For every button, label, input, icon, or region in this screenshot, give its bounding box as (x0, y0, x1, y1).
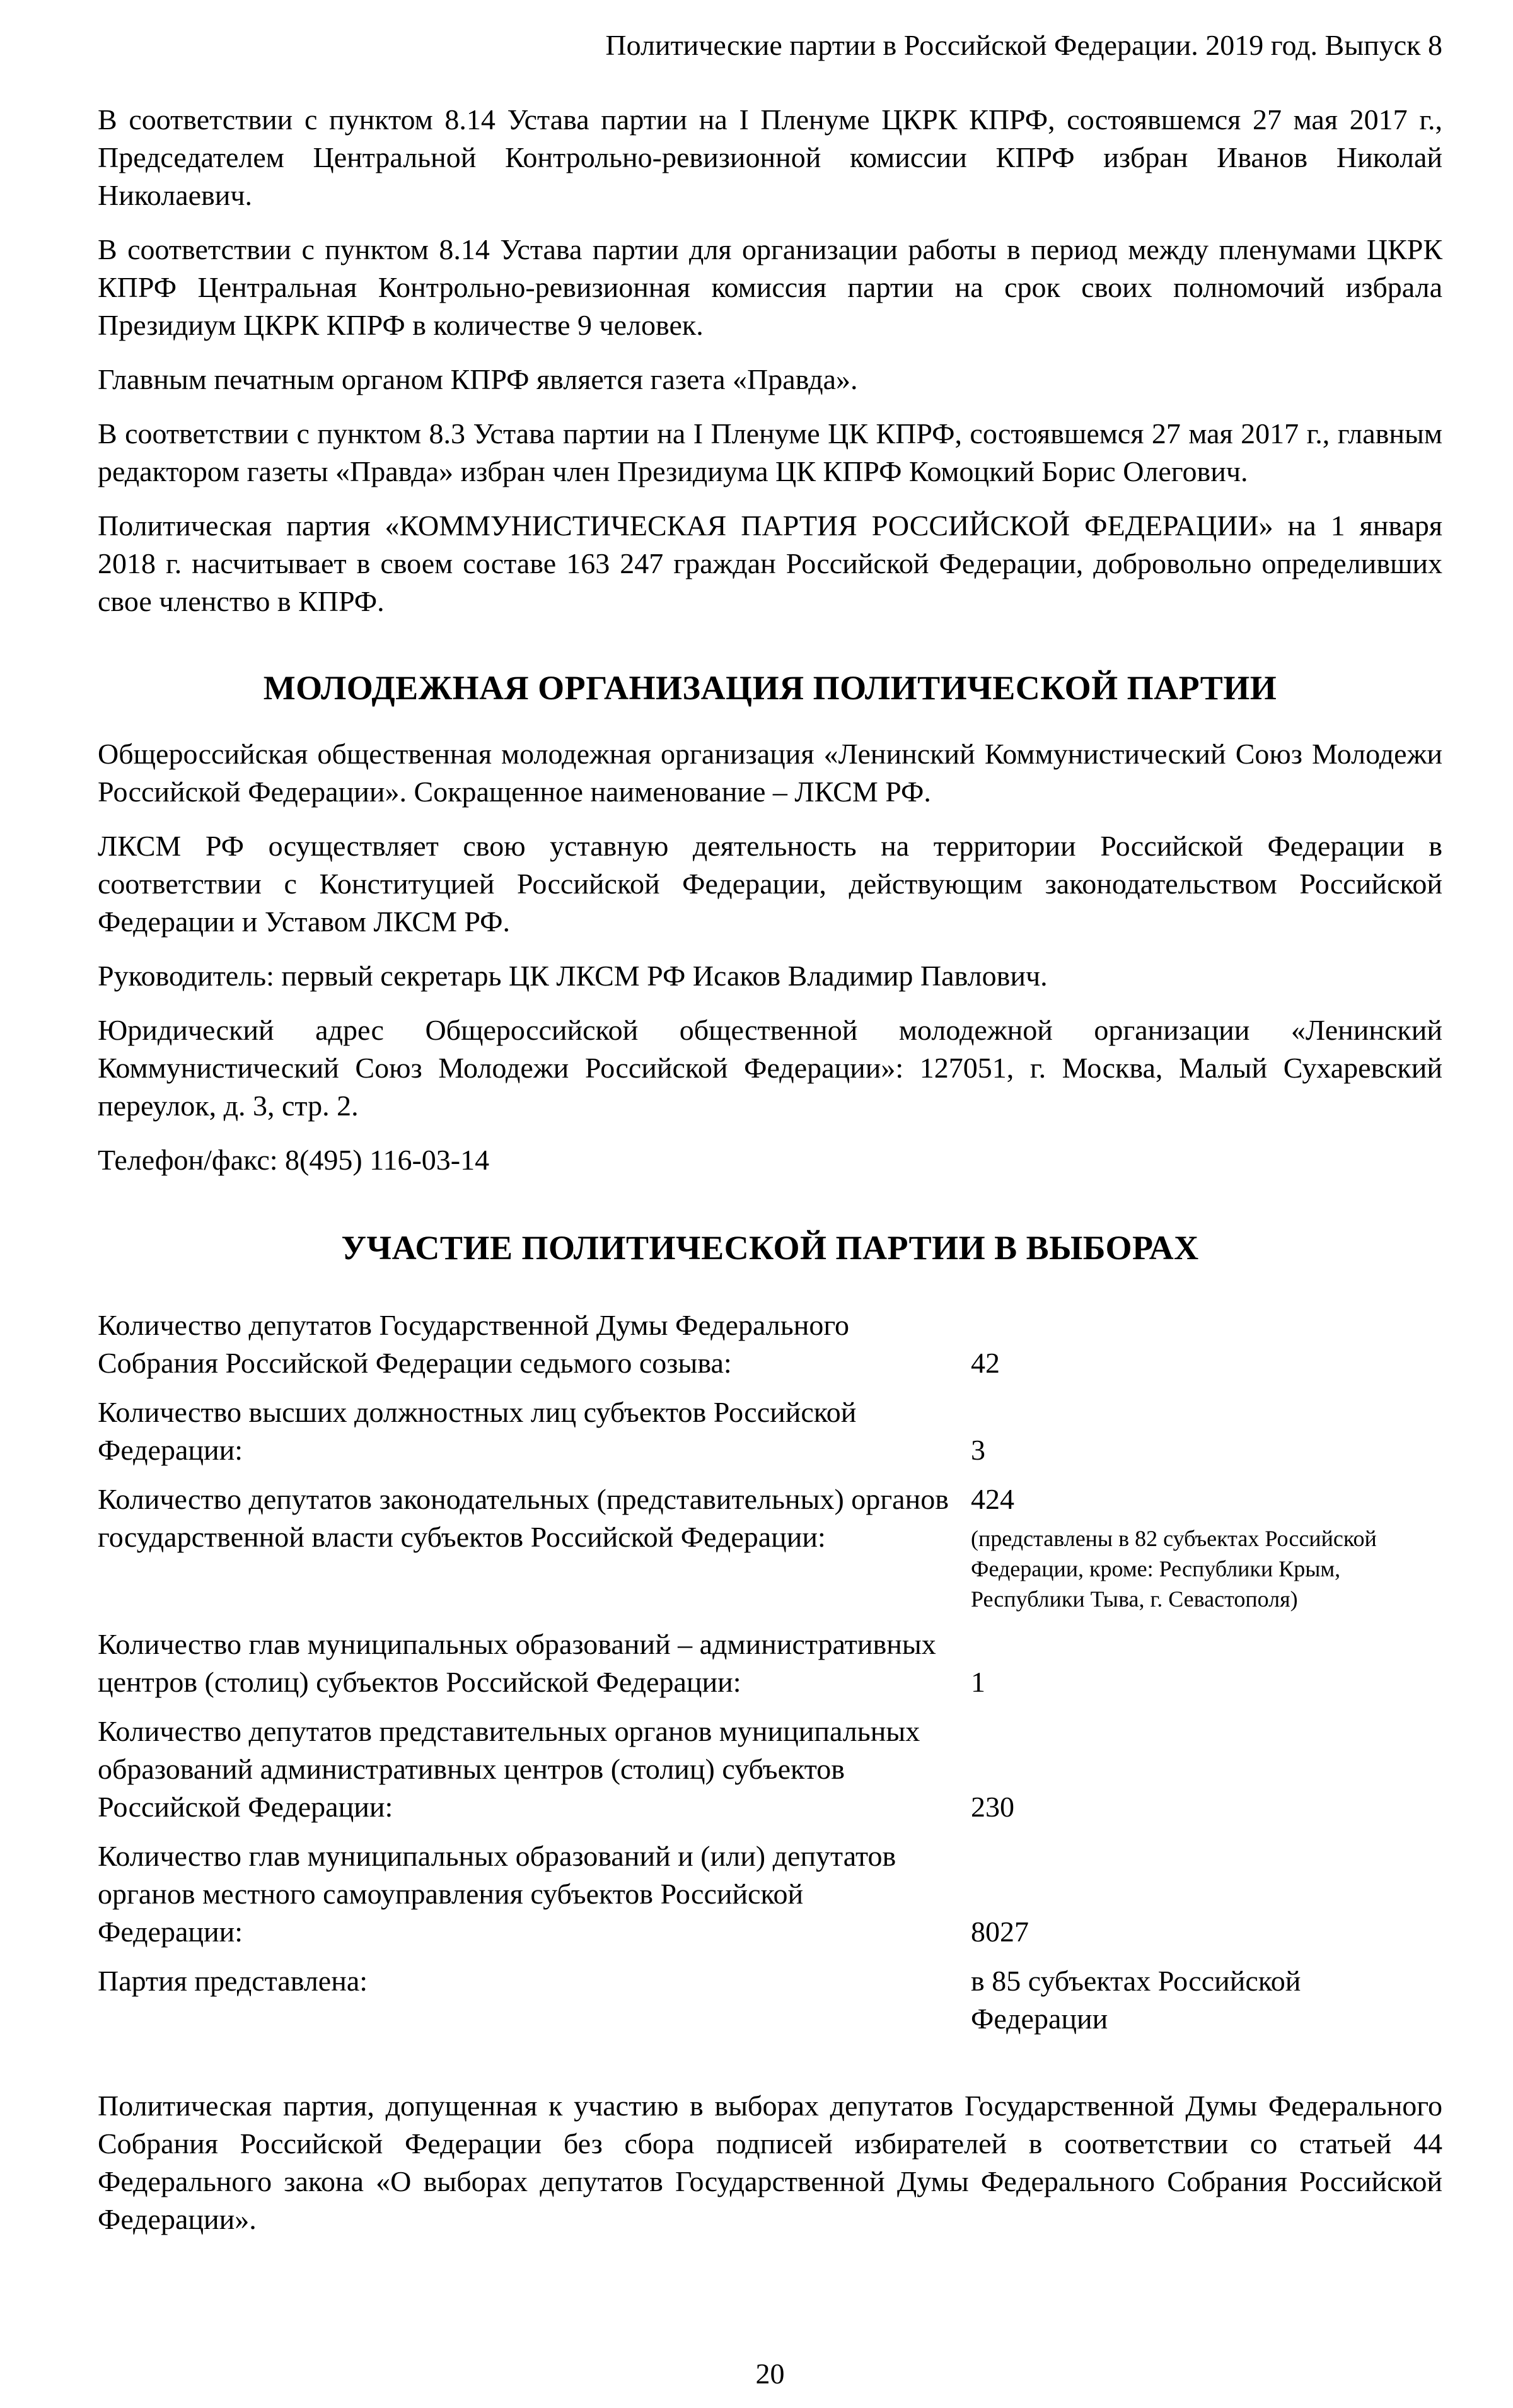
row-value: в 85 субъектах Российской Федерации (971, 1965, 1301, 2035)
table-row-municipal-heads-capitals (98, 1626, 1442, 1701)
row-label: Количество глав муниципальных образований и (или) депутатов органов местного самоуправления субъектов Российской Федерации: (98, 1840, 896, 1948)
row-value: 230 (971, 1791, 1014, 1823)
row-label: Партия представлена: (98, 1965, 368, 1997)
table-row-duma-deputies (98, 1306, 1442, 1382)
row-value: 424 (971, 1483, 1014, 1515)
closing-paragraph: Политическая партия, допущенная к участию в выборах депутатов Государственной Думы Федерального Собрания Российской Федерации без сбора подписей избирателей в соответствии со статьей 44 Федерального закона «О выборах депутатов Государственной Думы Федерального Собрания Российской Федерации». (98, 2090, 1442, 2235)
youth-paragraph-address: Юридический адрес Общероссийской общественной молодежной организации «Ленинский Коммунистический Союз Молодежи Российской Федерации»: 127051, г. Москва, Малый Сухаревский переулок, д. 3, стр. 2. (98, 1014, 1442, 1122)
table-row-municipal-deputies-capitals (98, 1713, 1442, 1826)
table-row-party-representation (98, 1962, 1442, 2038)
intro-paragraph-2: В соответствии с пунктом 8.14 Устава партии для организации работы в период между пленумами ЦКРК КПРФ Центральная Контрольно-ревизионная комиссия партии на срок своих полномочий избрала Президиум ЦКРК КПРФ в количестве 9 человек. (98, 233, 1442, 341)
intro-paragraph-5: Политическая партия «КОММУНИСТИЧЕСКАЯ ПАРТИЯ РОССИЙСКОЙ ФЕДЕРАЦИИ» на 1 января 2018 г. насчитывает в своем составе 163 247 граждан Российской Федерации, добровольно определивших свое членство в КПРФ. (98, 509, 1442, 617)
elections-table (98, 1306, 1442, 2049)
row-note: (представлены в 82 субъектах Российской Федерации, кроме: Республики Крым, Республики Тыва, г. Севастополя) (971, 1526, 1377, 1612)
row-value: 3 (971, 1434, 985, 1466)
youth-paragraph-1: Общероссийская общественная молодежная организация «Ленинский Коммунистический Союз Молодежи Российской Федерации». Сокращенное наименование – ЛКСМ РФ. (98, 738, 1442, 808)
row-label: Количество депутатов Государственной Думы Федерального Собрания Российской Федерации седьмого созыва: (98, 1309, 850, 1379)
row-value: 1 (971, 1666, 985, 1698)
intro-section (98, 101, 1442, 637)
youth-organization-heading: МОЛОДЕЖНАЯ ОРГАНИЗАЦИЯ ПОЛИТИЧЕСКОЙ ПАРТИИ (263, 669, 1277, 707)
table-row-regional-deputies (98, 1480, 1442, 1614)
intro-paragraph-3: Главным печатным органом КПРФ является газета «Правда». (98, 363, 858, 395)
row-label: Количество депутатов законодательных (представительных) органов государственной власти субъектов Российской Федерации: (98, 1483, 949, 1553)
running-header: Политические партии в Российской Федерации. 2019 год. Выпуск 8 (605, 29, 1442, 61)
row-value: 8027 (971, 1916, 1029, 1948)
table-row-top-officials (98, 1393, 1442, 1469)
youth-paragraph-2: ЛКСМ РФ осуществляет свою уставную деятельность на территории Российской Федерации в соответствии с Конституцией Российской Федерации, действующим законодательством Российской Федерации и Уставом ЛКСМ РФ. (98, 830, 1442, 938)
row-label: Количество глав муниципальных образований – административных центров (столиц) субъектов Российской Федерации: (98, 1628, 936, 1698)
intro-paragraph-4: В соответствии с пунктом 8.3 Устава партии на I Пленуме ЦК КПРФ, состоявшемся 27 мая 2017 г., главным редактором газеты «Правда» избран член Президиума ЦК КПРФ Комоцкий Борис Олегович. (98, 417, 1442, 487)
elections-heading: УЧАСТИЕ ПОЛИТИЧЕСКОЙ ПАРТИИ В ВЫБОРАХ (341, 1229, 1199, 1267)
table-row-local-self-government (98, 1837, 1442, 1951)
youth-paragraph-phone: Телефон/факс: 8(495) 116-03-14 (98, 1144, 490, 1176)
youth-paragraph-leader: Руководитель: первый секретарь ЦК ЛКСМ РФ Исаков Владимир Павлович. (98, 960, 1048, 992)
row-value: 42 (971, 1347, 1000, 1379)
intro-paragraph-1: В соответствии с пунктом 8.14 Устава партии на I Пленуме ЦКРК КПРФ, состоявшемся 27 мая 2017 г., Председателем Центральной Контрольно-ревизионной комиссии КПРФ избран Иванов Николай Николаевич. (98, 103, 1442, 211)
row-label: Количество высших должностных лиц субъектов Российской Федерации: (98, 1396, 857, 1466)
row-value-with-note (955, 1480, 1442, 1614)
row-label: Количество депутатов представительных органов муниципальных образований административных центров (столиц) субъектов Российской Федерации: (98, 1715, 920, 1823)
page-number: 20 (755, 2358, 785, 2390)
youth-organization-section (98, 735, 1442, 1195)
